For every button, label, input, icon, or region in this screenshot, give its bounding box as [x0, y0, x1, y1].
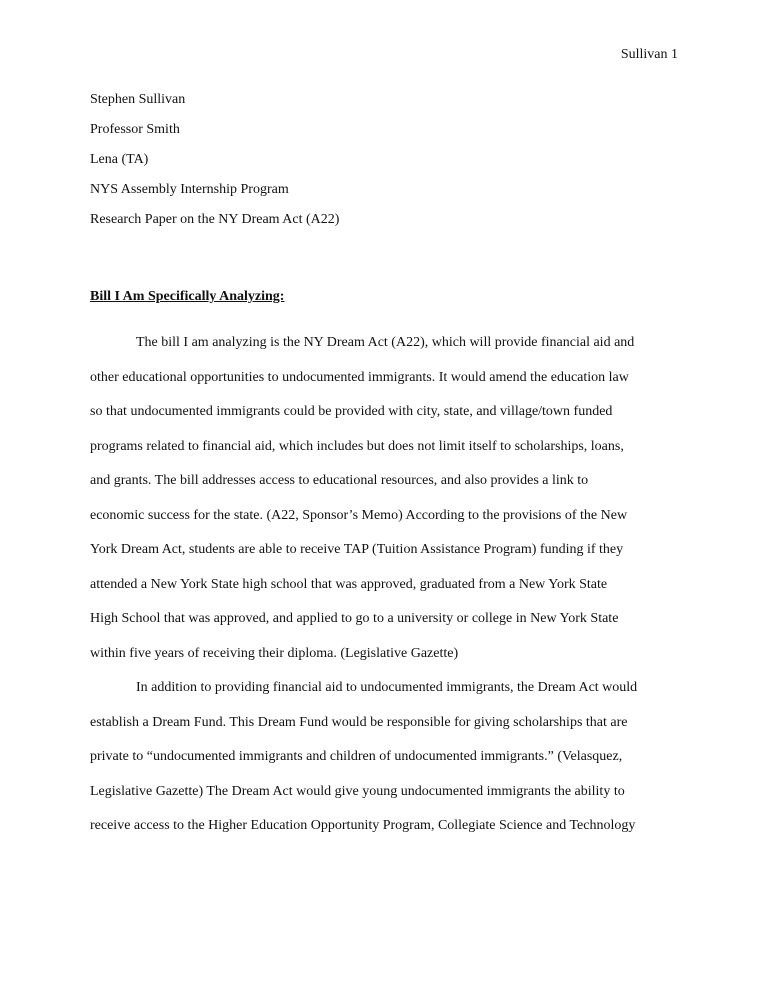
- body-line: High School that was approved, and applied to go to a university or college in New York State: [90, 611, 619, 626]
- heading-block: [90, 91, 339, 241]
- professor-name: Professor Smith: [90, 122, 180, 137]
- body-line: within five years of receiving their diploma. (Legislative Gazette): [90, 645, 459, 661]
- page-header-label: Sullivan 1: [620, 47, 678, 62]
- body-line: economic success for the state. (A22, Sponsor’s Memo) According to the provisions of the New: [90, 507, 628, 523]
- ta-name: Lena (TA): [90, 152, 149, 167]
- body-line: private to “undocumented immigrants and children of undocumented immigrants.” (Velasquez,: [90, 749, 623, 764]
- body-line: and grants. The bill addresses access to educational resources, and also provides a link to: [90, 473, 589, 488]
- author-name: Stephen Sullivan: [90, 92, 186, 107]
- body-line: York Dream Act, students are able to receive TAP (Tuition Assistance Program) funding if they: [90, 542, 624, 557]
- body-line: programs related to financial aid, which includes but does not limit itself to scholarships, loans,: [90, 438, 624, 454]
- body-line: receive access to the Higher Education Opportunity Program, Collegiate Science and Technology: [90, 818, 636, 833]
- body-line: Legislative Gazette) The Dream Act would give young undocumented immigrants the ability to: [90, 783, 625, 799]
- paper-title: Research Paper on the NY Dream Act (A22): [90, 212, 340, 227]
- body-text: [90, 334, 680, 852]
- section-heading: Bill I Am Specifically Analyzing:: [90, 289, 285, 304]
- body-line: attended a New York State high school that was approved, graduated from a New York State: [90, 576, 608, 592]
- body-line: The bill I am analyzing is the NY Dream Act (A22), which will provide financial aid and: [136, 335, 635, 350]
- body-line: establish a Dream Fund. This Dream Fund would be responsible for giving scholarships that are: [90, 714, 628, 730]
- body-line: In addition to providing financial aid to undocumented immigrants, the Dream Act would: [136, 680, 638, 695]
- program-name: NYS Assembly Internship Program: [90, 182, 289, 197]
- body-line: other educational opportunities to undocumented immigrants. It would amend the education law: [90, 369, 629, 385]
- body-line: so that undocumented immigrants could be provided with city, state, and village/town funded: [90, 404, 613, 419]
